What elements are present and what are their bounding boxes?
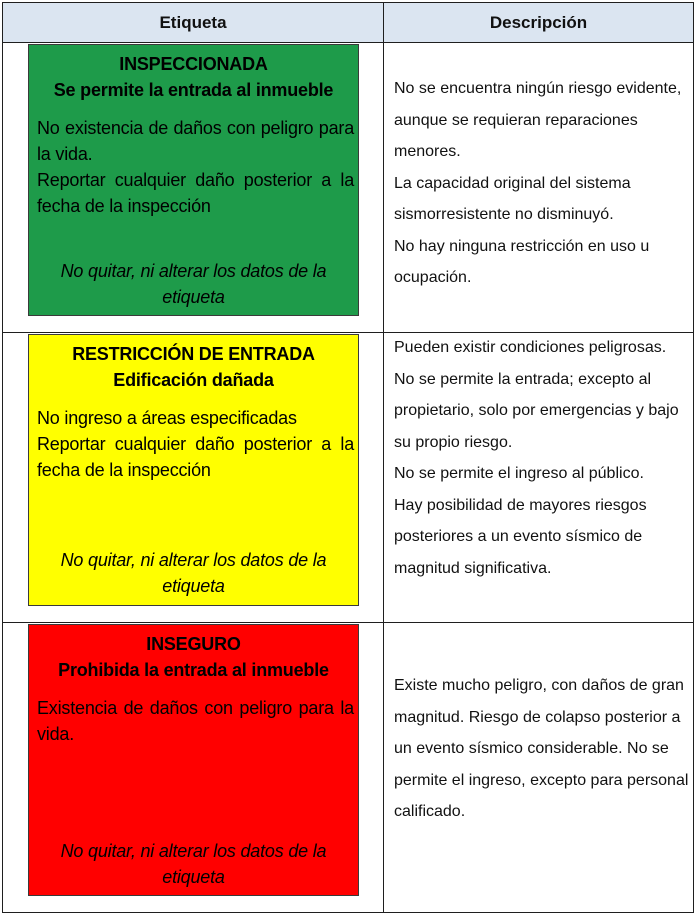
- tag-classification-table: [2, 2, 694, 913]
- tag-note: No quitar, ni alterar los datos de la etiqueta: [60, 841, 327, 887]
- tag-title: INSEGURO: [146, 634, 241, 654]
- tag-title: RESTRICCIÓN DE ENTRADA: [72, 344, 315, 364]
- description-line: La capacidad original del sistema sismorresistente no disminuyó.: [394, 174, 631, 223]
- header-etiqueta: Etiqueta: [159, 13, 227, 32]
- tag-body-line: No ingreso a áreas especificadas: [37, 408, 297, 428]
- tag-body-line: No existencia de daños con peligro para la vida.: [37, 118, 354, 164]
- description-restriccion: [394, 332, 690, 584]
- description-line: No hay ninguna restricción en uso u ocupación.: [394, 237, 650, 286]
- tag-body-line: Reportar cualquier daño posterior a la fecha de la inspección: [37, 434, 354, 480]
- header-descripcion: Descripción: [489, 13, 588, 32]
- description-line: No se permite el ingreso al público.: [394, 465, 644, 482]
- tag-inseguro: [28, 624, 359, 896]
- description-inseguro: [394, 670, 690, 828]
- tag-note: No quitar, ni alterar los datos de la etiqueta: [60, 550, 327, 596]
- column-divider: [383, 3, 384, 912]
- description-line: Hay posibilidad de mayores riesgos posteriores a un evento sísmico de magnitud significativa.: [394, 496, 647, 577]
- description-line: Pueden existir condiciones peligrosas. No se permite la entrada; excepto al propietario, solo por emergencias y bajo su propio riesgo.: [394, 339, 679, 451]
- tag-inspeccionada: [28, 44, 359, 316]
- description-line: Existe mucho peligro, con daños de gran magnitud. Riesgo de colapso posterior a un evento sísmico considerable. No se permite el ingreso, excepto para personal calificado.: [394, 677, 689, 820]
- tag-note: No quitar, ni alterar los datos de la etiqueta: [60, 261, 327, 307]
- tag-subtitle: Se permite la entrada al inmueble: [53, 80, 334, 100]
- tag-body-line: Reportar cualquier daño posterior a la fecha de la inspección: [37, 170, 354, 216]
- description-inspeccionada: [394, 73, 690, 294]
- tag-subtitle: Prohibida la entrada al inmueble: [58, 660, 329, 680]
- tag-restriccion-de-entrada: [28, 334, 359, 606]
- description-line: No se encuentra ningún riesgo evidente, aunque se requieran reparaciones menores.: [394, 80, 682, 160]
- table-header: [3, 3, 693, 43]
- tag-body-line: Existencia de daños con peligro para la vida.: [37, 698, 354, 744]
- tag-subtitle: Edificación dañada: [113, 370, 274, 390]
- row-divider: [3, 622, 693, 623]
- tag-title: INSPECCIONADA: [119, 54, 268, 74]
